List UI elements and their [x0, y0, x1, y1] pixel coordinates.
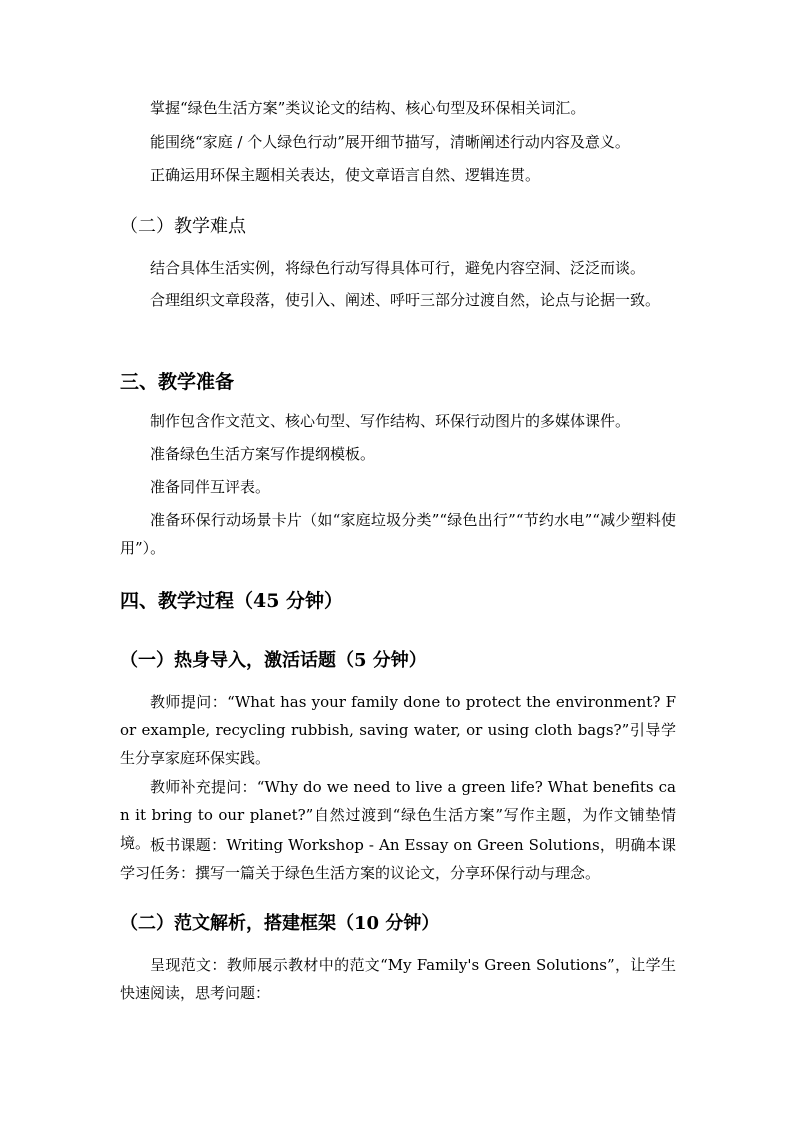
difficulty-item-1: 结合具体生活实例，将绿色行动写得具体可行，避免内容空洞、泛泛而谈。	[150, 259, 646, 277]
analysis-heading: （二）范文解析，搭建框架（10 分钟）	[120, 913, 440, 934]
goal-item-2: 能围绕“家庭 / 个人绿色行动”展开细节描写，清晰阐述行动内容及意义。	[150, 133, 630, 151]
goal-item-1: 掌握“绿色生活方案”类议论文的结构、核心句型及环保相关词汇。	[150, 99, 586, 117]
preparation-item-1: 制作包含作文范文、核心句型、写作结构、环保行动图片的多媒体课件。	[150, 412, 631, 430]
difficulties-heading: （二）教学难点	[120, 216, 246, 237]
preparation-heading: 三、教学准备	[120, 371, 235, 393]
warmup-item-1: 教师提问：“What has your family done to protect the environment? For example, recycling rubbish, saving water, or using cloth bags?”引导学生分享家庭环保实践。	[120, 693, 676, 767]
warmup-heading: （一）热身导入，激活话题（5 分钟）	[120, 650, 427, 671]
warmup-item-3: 板书课题：Writing Workshop - An Essay on Green Solutions，明确本课学习任务：撰写一篇关于绿色生活方案的议论文，分享环保行动与理念。	[120, 836, 676, 882]
analysis-item-1: 呈现范文：教师展示教材中的范文“My Family's Green Solutions”，让学生快速阅读，思考问题：	[120, 956, 676, 1002]
warmup-item-2: 教师补充提问：“Why do we need to live a green life? What benefits can it bring to our planet?”自然过渡到“绿色生活方案”写作主题，为作文铺垫情境。	[120, 778, 676, 852]
goal-item-3: 正确运用环保主题相关表达，使文章语言自然、逻辑连贯。	[150, 166, 541, 184]
preparation-item-2: 准备绿色生活方案写作提纲模板。	[150, 445, 376, 463]
preparation-item-3: 准备同伴互评表。	[150, 478, 271, 496]
process-heading: 四、教学过程（45 分钟）	[120, 590, 344, 612]
difficulty-item-2: 合理组织文章段落，使引入、阐述、呼吁三部分过渡自然，论点与论据一致。	[150, 291, 661, 309]
preparation-item-4: 准备环保行动场景卡片（如“家庭垃圾分类”“绿色出行”“节约水电”“减少塑料使用”）。	[120, 511, 676, 557]
